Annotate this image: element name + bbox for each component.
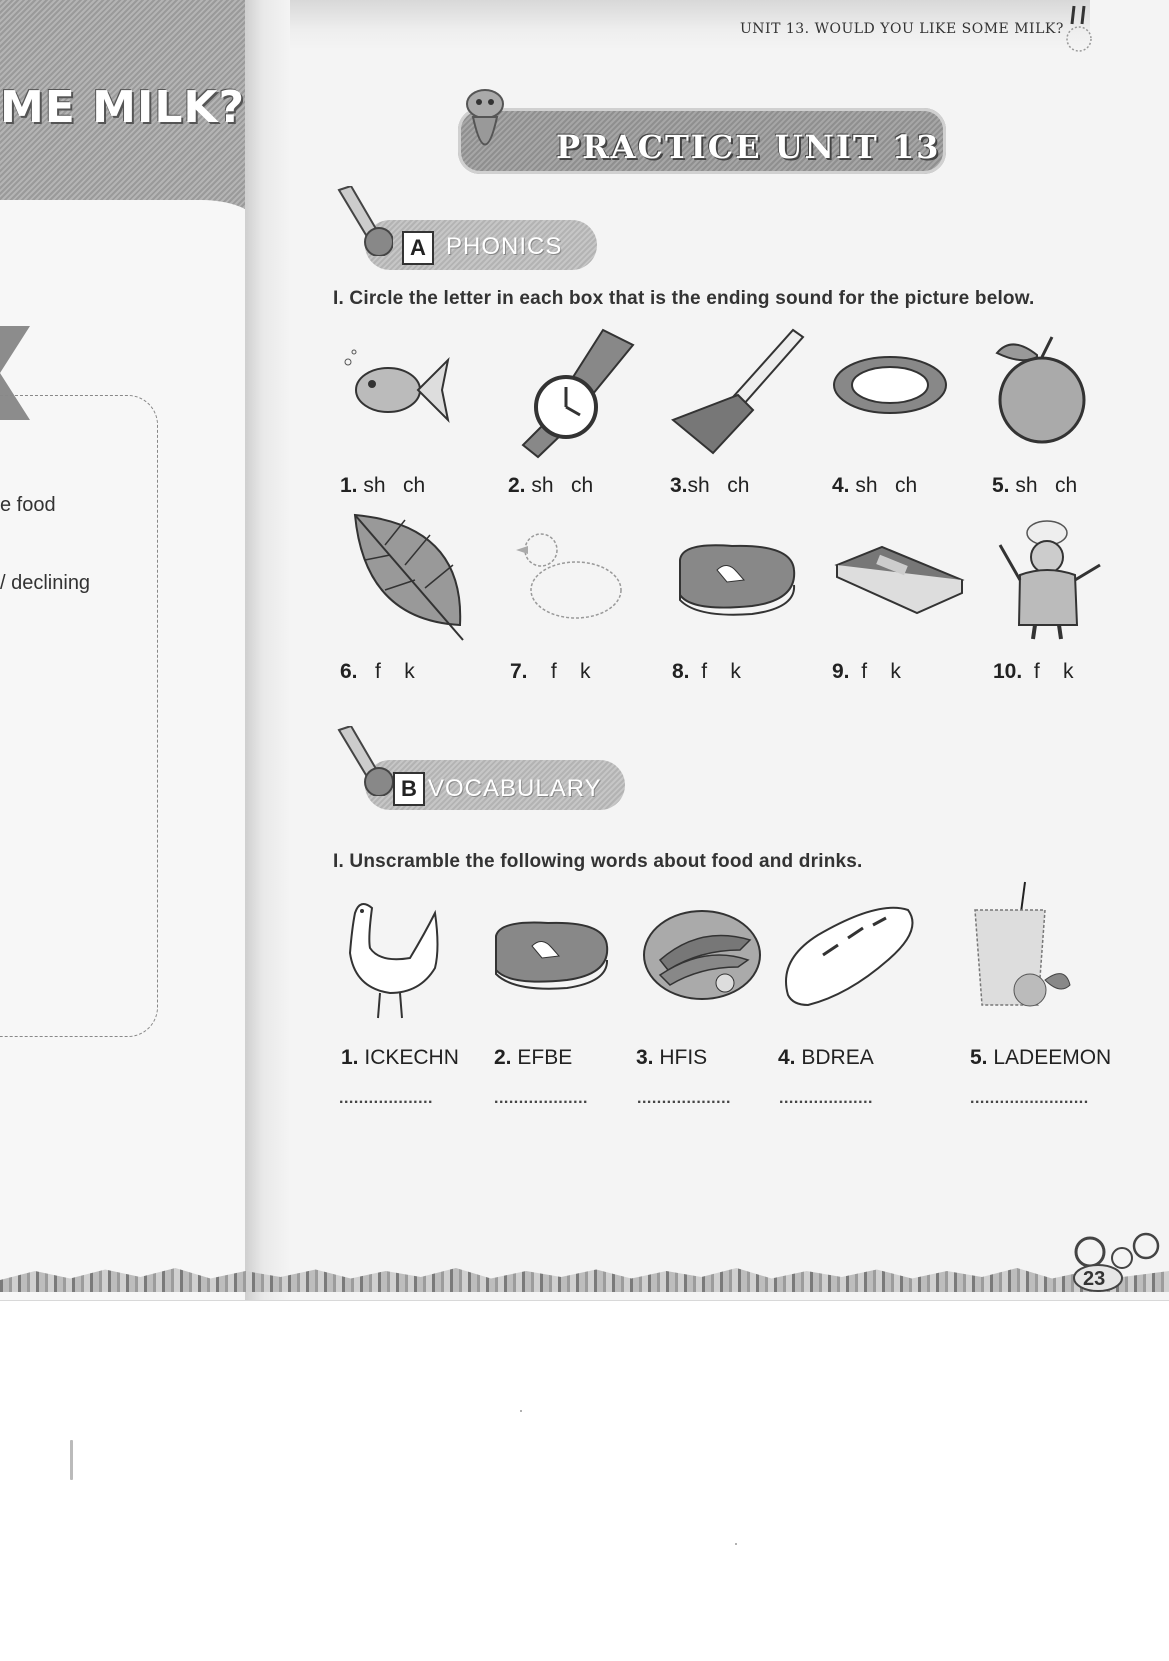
scramble-number: 3. <box>636 1046 654 1069</box>
pencil-icon <box>333 726 393 801</box>
choice-number: 1. <box>340 474 358 497</box>
banner-title: PRACTICE UNIT 13 <box>556 128 941 166</box>
peach-icon <box>992 335 1092 450</box>
choice-options: f k <box>375 660 415 683</box>
scramble-number: 1. <box>341 1046 359 1069</box>
choice-8[interactable] <box>672 660 741 684</box>
brush-icon <box>668 325 808 460</box>
left-page-title: ME MILK? <box>0 82 245 133</box>
scramble-5 <box>970 1046 1111 1070</box>
section-a-instruction: I. Circle the letter in each box that is the ending sound for the picture below. <box>333 288 1035 309</box>
choice-4[interactable] <box>832 474 917 498</box>
scramble-1 <box>341 1046 459 1070</box>
choice-number: 4. <box>832 474 850 497</box>
choice-options: sh ch <box>855 474 918 497</box>
beef-icon <box>672 540 800 625</box>
book-spine <box>245 0 290 1300</box>
scramble-word: EFBE <box>517 1046 573 1069</box>
dish-icon <box>830 350 950 425</box>
unit-header: UNIT 13. WOULD YOU LIKE SOME MILK? <box>740 21 1064 37</box>
scramble-number: 4. <box>778 1046 796 1069</box>
scramble-word: BDREA <box>801 1046 874 1069</box>
book-icon <box>832 545 967 620</box>
choice-options: f k <box>861 660 901 683</box>
scramble-number: 5. <box>970 1046 988 1069</box>
scramble-word: HFIS <box>659 1046 708 1069</box>
choice-options: f k <box>550 660 591 683</box>
scramble-word: LADEEMON <box>993 1046 1112 1069</box>
choice-options: sh ch <box>1015 474 1078 497</box>
scan-edge <box>0 1300 1169 1301</box>
choice-number: 5. <box>992 474 1010 497</box>
scan-mark <box>70 1440 73 1480</box>
choice-options: sh ch <box>363 474 426 497</box>
duck-icon <box>506 520 631 635</box>
page-number: 23 <box>1083 1268 1106 1290</box>
scramble-3 <box>636 1046 707 1070</box>
scramble-number: 2. <box>494 1046 512 1069</box>
chef-icon <box>995 515 1105 645</box>
scan-speck <box>520 1410 522 1412</box>
bread-icon <box>778 900 918 1015</box>
choice-2[interactable] <box>508 474 593 498</box>
choice-options: f k <box>701 660 741 683</box>
rabbit-icon <box>1062 4 1098 59</box>
choice-number: 6. <box>340 660 358 683</box>
choice-3[interactable] <box>670 474 749 498</box>
fish-icon <box>338 340 458 445</box>
choice-number: 2. <box>508 474 526 497</box>
choice-6[interactable] <box>340 660 415 684</box>
section-a-letter: A <box>402 231 434 265</box>
choice-options: sh ch <box>687 474 750 497</box>
choice-10[interactable] <box>993 660 1074 684</box>
choice-number: 9. <box>832 660 850 683</box>
left-page <box>0 0 262 1300</box>
answer-blank-4[interactable]: ................... <box>779 1090 873 1107</box>
leaf-icon <box>345 510 475 650</box>
section-b-letter: B <box>393 772 425 806</box>
beef-icon <box>490 918 612 998</box>
choice-5[interactable] <box>992 474 1077 498</box>
chicken-icon <box>340 893 450 1028</box>
choice-number: 3. <box>670 474 688 497</box>
lemonade-icon <box>970 880 1080 1025</box>
answer-blank-1[interactable]: ................... <box>339 1090 433 1107</box>
page-number-bubble-icon <box>1058 1232 1168 1297</box>
choice-options: f k <box>1033 660 1074 683</box>
section-b-instruction: I. Unscramble the following words about food and drinks. <box>333 851 863 872</box>
choice-9[interactable] <box>832 660 901 684</box>
left-page-text-1: e food <box>0 494 56 516</box>
fish-plate-icon <box>640 905 765 1010</box>
left-page-text-2: / declining <box>0 572 91 594</box>
answer-blank-5[interactable]: ........................ <box>970 1090 1089 1107</box>
section-a-title: PHONICS <box>446 233 563 260</box>
choice-1[interactable] <box>340 474 425 498</box>
scramble-2 <box>494 1046 572 1070</box>
section-b-title: VOCABULARY <box>428 775 602 802</box>
choice-7[interactable] <box>510 660 591 684</box>
answer-blank-2[interactable]: ................... <box>494 1090 588 1107</box>
scramble-word: ICKECHN <box>364 1046 459 1069</box>
scan-speck <box>735 1543 737 1545</box>
choice-number: 8. <box>672 660 690 683</box>
header-wave <box>0 200 262 260</box>
mascot-icon <box>453 82 523 177</box>
choice-options: sh ch <box>531 474 594 497</box>
choice-number: 7. <box>510 660 528 683</box>
answer-blank-3[interactable]: ................... <box>637 1090 731 1107</box>
choice-number: 10. <box>993 660 1023 683</box>
watch-icon <box>508 325 638 465</box>
left-page-box <box>0 395 158 1037</box>
scramble-4 <box>778 1046 874 1070</box>
pencil-icon <box>333 186 393 261</box>
